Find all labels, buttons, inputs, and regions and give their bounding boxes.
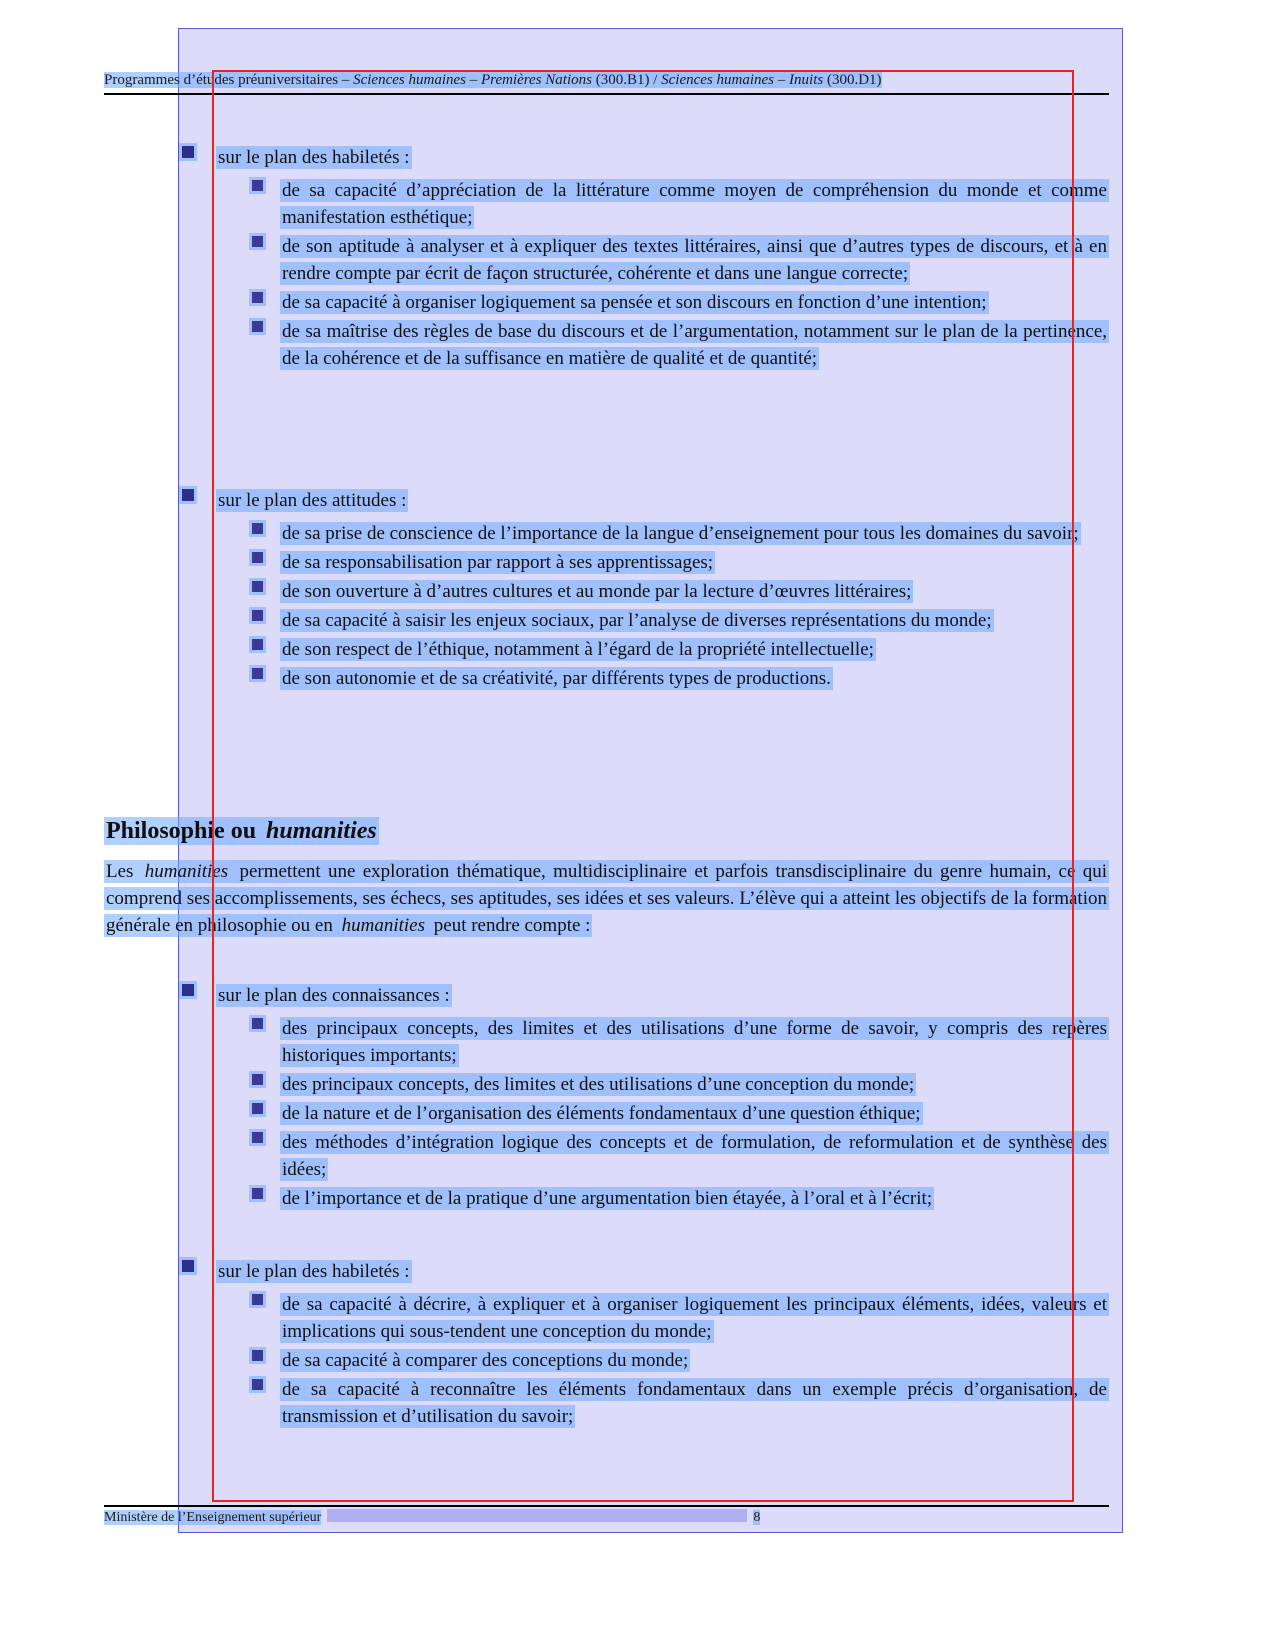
running-head-program1-sub: Premières Nations (481, 72, 592, 88)
running-head-program1: Sciences humaines (353, 72, 466, 88)
dash-bullet-icon (252, 639, 263, 650)
section-title-italic: humanities (266, 818, 377, 844)
list-lead-label: sur le plan des attitudes : (218, 490, 407, 511)
running-head-code2: (300.D1) (823, 72, 882, 88)
list-item (104, 1291, 1109, 1345)
list-item-text: de la nature et de l’organisation des éléments fondamentaux d’une question éthique; (282, 1103, 921, 1124)
page-number: 8 (753, 1510, 761, 1525)
dash-bullet-icon (252, 1074, 263, 1085)
list-lead-attitudes (104, 487, 1109, 514)
list-item (104, 520, 1109, 547)
list-item-text: de sa capacité d’appréciation de la littérature comme moyen de compréhension du monde et comme manifestation esthétique; (282, 180, 1107, 228)
list-lead-label: sur le plan des connaissances : (218, 985, 450, 1006)
group-connaissances (104, 982, 1109, 1214)
square-bullet-icon (182, 146, 194, 158)
paragraph-italic2: humanities (341, 915, 426, 936)
paragraph-part1: Les (106, 861, 141, 882)
list-item (104, 1347, 1109, 1374)
list-lead-habiletes-2 (104, 1258, 1109, 1285)
running-head-code1: (300.B1) / (591, 72, 658, 88)
dash-bullet-icon (252, 236, 263, 247)
footer-text: Ministère de l’Enseignement supérieur (104, 1510, 322, 1525)
list-item-text: de sa capacité à décrire, à expliquer et à organiser logiquement les principaux éléments, idées, valeurs et implications qui sous-tendent une conception du monde; (282, 1294, 1107, 1342)
dash-bullet-icon (252, 1132, 263, 1143)
list-item-text: de sa capacité à organiser logiquement sa pensée et son discours en fonction d’une intention; (282, 292, 987, 313)
list-item-text: de l’importance et de la pratique d’une argumentation bien étayée, à l’oral et à l’écrit; (282, 1188, 933, 1209)
list-item-text: de sa capacité à saisir les enjeux sociaux, par l’analyse de diverses représentations du monde; (282, 610, 992, 631)
dash-bullet-icon (252, 1103, 263, 1114)
list-item-text: de sa capacité à comparer des conceptions du monde; (282, 1350, 689, 1371)
list-item (104, 578, 1109, 605)
list-item-text: de sa responsabilisation par rapport à ses apprentissages; (282, 552, 714, 573)
dash-bullet-icon (252, 1350, 263, 1361)
group-habiletes-1 (104, 144, 1109, 374)
dash-bullet-icon (252, 1294, 263, 1305)
list-item (104, 1071, 1109, 1098)
dash-bullet-icon (252, 1018, 263, 1029)
list-item-text: de son autonomie et de sa créativité, par différents types de productions. (282, 668, 831, 689)
list-lead-connaissances (104, 982, 1109, 1009)
list-lead-habiletes-1 (104, 144, 1109, 171)
list-item-text: des principaux concepts, des limites et des utilisations d’une forme de savoir, y compris des repères historiques importants; (282, 1018, 1107, 1066)
list-item (104, 665, 1109, 692)
list-item-text: de son aptitude à analyser et à expliquer des textes littéraires, ainsi que d’autres types de discours, et à en rendre compte par écrit de façon structurée, cohérente et dans une langue correcte; (282, 236, 1107, 284)
list-item-text: de sa prise de conscience de l’importance de la langue d’enseignement pour tous les domaines du savoir; (282, 523, 1079, 544)
list-item (104, 1015, 1109, 1069)
section-philosophie (104, 816, 1109, 846)
dash-bullet-icon (252, 581, 263, 592)
list-item (104, 1376, 1109, 1430)
dash-bullet-icon (252, 1188, 263, 1199)
dash-bullet-icon (252, 610, 263, 621)
running-head-sep3: – (774, 72, 790, 88)
list-item-text: des principaux concepts, des limites et des utilisations d’une conception du monde; (282, 1074, 915, 1095)
paragraph-part2: permettent une exploration thématique, multidisciplinaire et parfois transdisciplinaire du genre humain, ce qui comprend ses accomplissements, ses échecs, ses aptitudes, ses idées et ses valeurs. L’élève qui a atteint les objectifs de la formation générale en philosophie ou en (106, 861, 1107, 936)
group-habiletes-2 (104, 1258, 1109, 1432)
list-item (104, 1100, 1109, 1127)
page-content (104, 0, 1109, 1651)
dash-bullet-icon (252, 668, 263, 679)
list-item (104, 607, 1109, 634)
running-head-prefix: Programmes d’études préuniversitaires (104, 72, 339, 88)
list-item (104, 318, 1109, 372)
running-head-sep2: – (466, 72, 481, 88)
list-item (104, 177, 1109, 231)
page-footer (104, 1508, 1109, 1528)
list-item (104, 549, 1109, 576)
list-item (104, 1185, 1109, 1212)
square-bullet-icon (182, 1260, 194, 1272)
list-lead-label: sur le plan des habiletés : (218, 147, 410, 168)
list-item (104, 289, 1109, 316)
dash-bullet-icon (252, 523, 263, 534)
dash-bullet-icon (252, 552, 263, 563)
header-rule (104, 93, 1109, 95)
list-item-text: de son ouverture à d’autres cultures et au monde par la lecture d’œuvres littéraires; (282, 581, 912, 602)
list-lead-label: sur le plan des habiletés : (218, 1261, 410, 1282)
dash-bullet-icon (252, 180, 263, 191)
footer-leader-dots (327, 1509, 747, 1522)
square-bullet-icon (182, 984, 194, 996)
list-item (104, 636, 1109, 663)
running-head (104, 70, 1109, 90)
section-title (104, 816, 1109, 846)
paragraph-italic1: humanities (144, 861, 229, 882)
paragraph-part3: peut rendre compte : (429, 915, 591, 936)
list-item (104, 1129, 1109, 1183)
list-item-text: de son respect de l’éthique, notamment à l’égard de la propriété intellectuelle; (282, 639, 874, 660)
paragraph (104, 858, 1109, 939)
dash-bullet-icon (252, 1379, 263, 1390)
dash-bullet-icon (252, 292, 263, 303)
running-head-sep1: – (338, 72, 354, 88)
section-title-prefix: Philosophie ou (106, 818, 263, 844)
list-item-text: de sa maîtrise des règles de base du discours et de l’argumentation, notamment sur le plan de la pertinence, de la cohérence et de la suffisance en matière de qualité et de quantité; (282, 321, 1107, 369)
running-head-program2: Sciences humaines (657, 72, 775, 88)
square-bullet-icon (182, 489, 194, 501)
section-intro-paragraph (104, 858, 1109, 939)
group-attitudes (104, 487, 1109, 694)
running-head-program2-sub: Inuits (789, 72, 824, 88)
dash-bullet-icon (252, 321, 263, 332)
list-item-text: de sa capacité à reconnaître les éléments fondamentaux dans un exemple précis d’organisation, de transmission et d’utilisation du savoir; (282, 1379, 1107, 1427)
footer-rule (104, 1505, 1109, 1507)
list-item (104, 233, 1109, 287)
list-item-text: des méthodes d’intégration logique des concepts et de formulation, de reformulation et de synthèse des idées; (282, 1132, 1107, 1180)
